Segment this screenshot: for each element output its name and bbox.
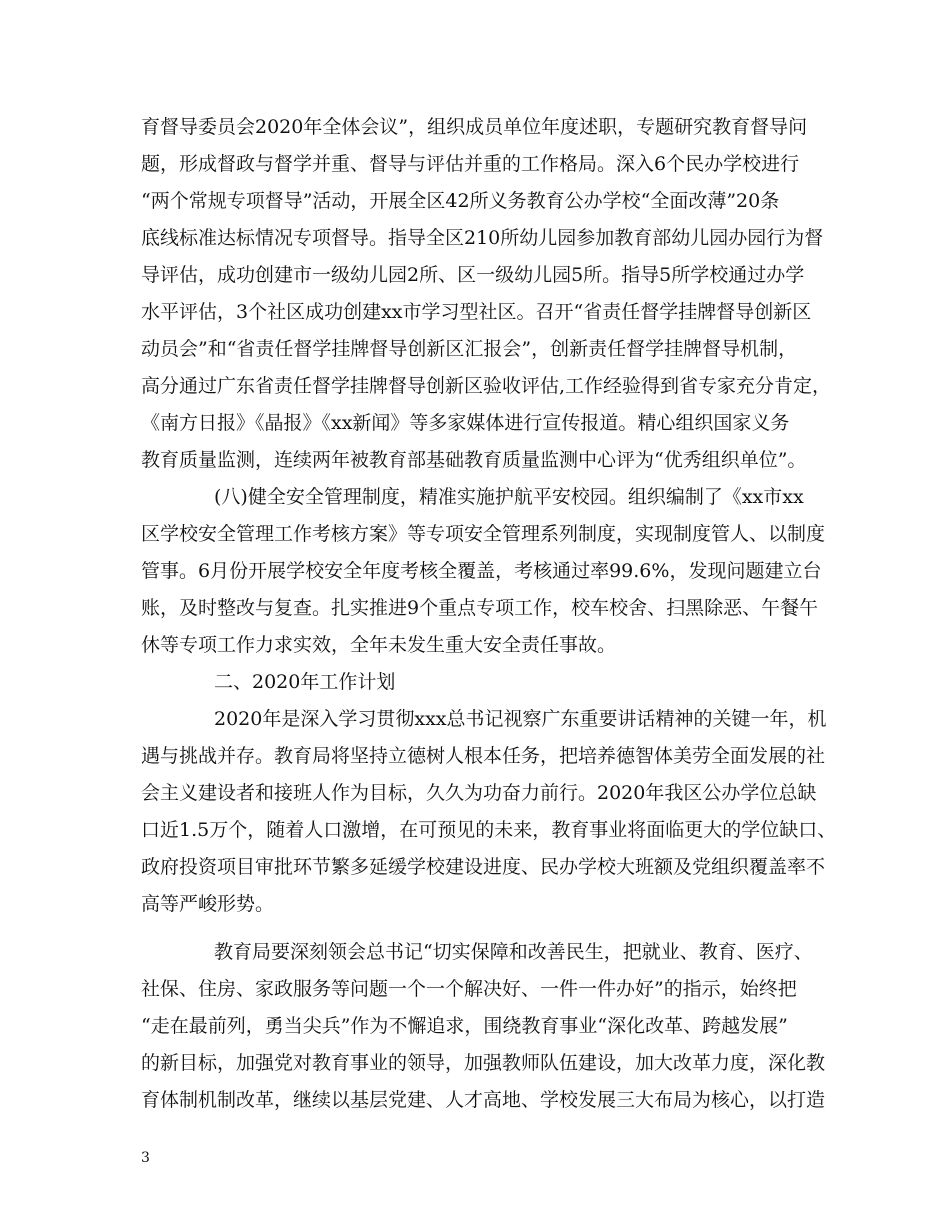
text-line: 高等严峻形势。 xyxy=(141,893,275,915)
text-line: 管事。6月份开展学校安全年度考核全覆盖，考核通过率99.6%，发现问题建立台 xyxy=(141,560,822,582)
text-line: 《南方日报》《晶报》《xx新闻》等多家媒体进行宣传报道。精心组织国家义务 xyxy=(141,412,790,434)
page-number: 3 xyxy=(141,1150,150,1166)
text-line: 教育局要深刻领会总书记“切实保障和改善民生，把就业、教育、医疗、 xyxy=(214,941,813,963)
text-line: 遇与挑战并存。教育局将坚持立德树人根本任务，把培养德智体美劳全面发展的社 xyxy=(141,745,826,767)
text-line: 水平评估，3个社区成功创建xx市学习型社区。召开“省责任督学挂牌督导创新区 xyxy=(141,301,812,323)
text-line: 育体制机制改革，继续以基层党建、人才高地、学校发展三大布局为核心，以打造 xyxy=(141,1089,826,1111)
text-line: “两个常规专项督导”活动，开展全区42所义务教育公办学校“全面改薄”20条 xyxy=(141,190,780,212)
text-line: 休等专项工作力求实效，全年未发生重大安全责任事故。 xyxy=(141,634,617,656)
text-line: 育督导委员会2020年全体会议”，组织成员单位年度述职，专题研究教育督导问 xyxy=(141,116,808,138)
text-line: 口近1.5万个，随着人口激增，在可预见的未来，教育事业将面临更大的学位缺口、 xyxy=(141,819,837,841)
text-line: 高分通过广东省责任督学挂牌督导创新区验收评估,工作经验得到省专家充分肯定， xyxy=(141,375,832,397)
text-line: 动员会”和“省责任督学挂牌督导创新区汇报会”，创新责任督学挂牌督导机制， xyxy=(141,338,798,360)
text-line: “走在最前列，勇当尖兵”作为不懈追求，围绕教育事业“深化改革、跨越发展” xyxy=(141,1015,788,1037)
section-heading-2020-plan: 二、2020年工作计划 xyxy=(214,671,396,693)
text-line: 会主义建设者和接班人作为目标，久久为功奋力前行。2020年我区公办学位总缺 xyxy=(141,782,817,804)
text-line: 区学校安全管理工作考核方案》等专项安全管理系列制度，实现制度管人、以制度 xyxy=(141,523,826,545)
text-line: 社保、住房、家政服务等问题一个一个解决好、一件一件办好”的指示，始终把 xyxy=(141,978,797,1000)
text-line: 教育质量监测，连续两年被教育部基础教育质量监测中心评为“优秀组织单位”。 xyxy=(141,449,807,471)
text-line: 账，及时整改与复查。扎实推进9个重点专项工作，校车校舍、扫黑除恶、午餐午 xyxy=(141,597,819,619)
section-heading-8: (八)健全安全管理制度，精准实施护航平安校园。组织编制了《xx市xx xyxy=(214,486,804,508)
text-line: 2020年是深入学习贯彻xxx总书记视察广东重要讲话精神的关键一年，机 xyxy=(214,708,827,730)
text-line: 导评估，成功创建市一级幼儿园2所、区一级幼儿园5所。指导5所学校通过办学 xyxy=(141,264,805,286)
text-line: 题，形成督政与督学并重、督导与评估并重的工作格局。深入6个民办学校进行 xyxy=(141,153,800,175)
text-line: 的新目标，加强党对教育事业的领导，加强教师队伍建设，加大改革力度，深化教 xyxy=(141,1052,826,1074)
text-line: 底线标准达标情况专项督导。指导全区210所幼儿园参加教育部幼儿园办园行为督 xyxy=(141,227,824,249)
text-line: 政府投资项目审批环节繁多延缓学校建设进度、民办学校大班额及党组织覆盖率不 xyxy=(141,856,826,878)
